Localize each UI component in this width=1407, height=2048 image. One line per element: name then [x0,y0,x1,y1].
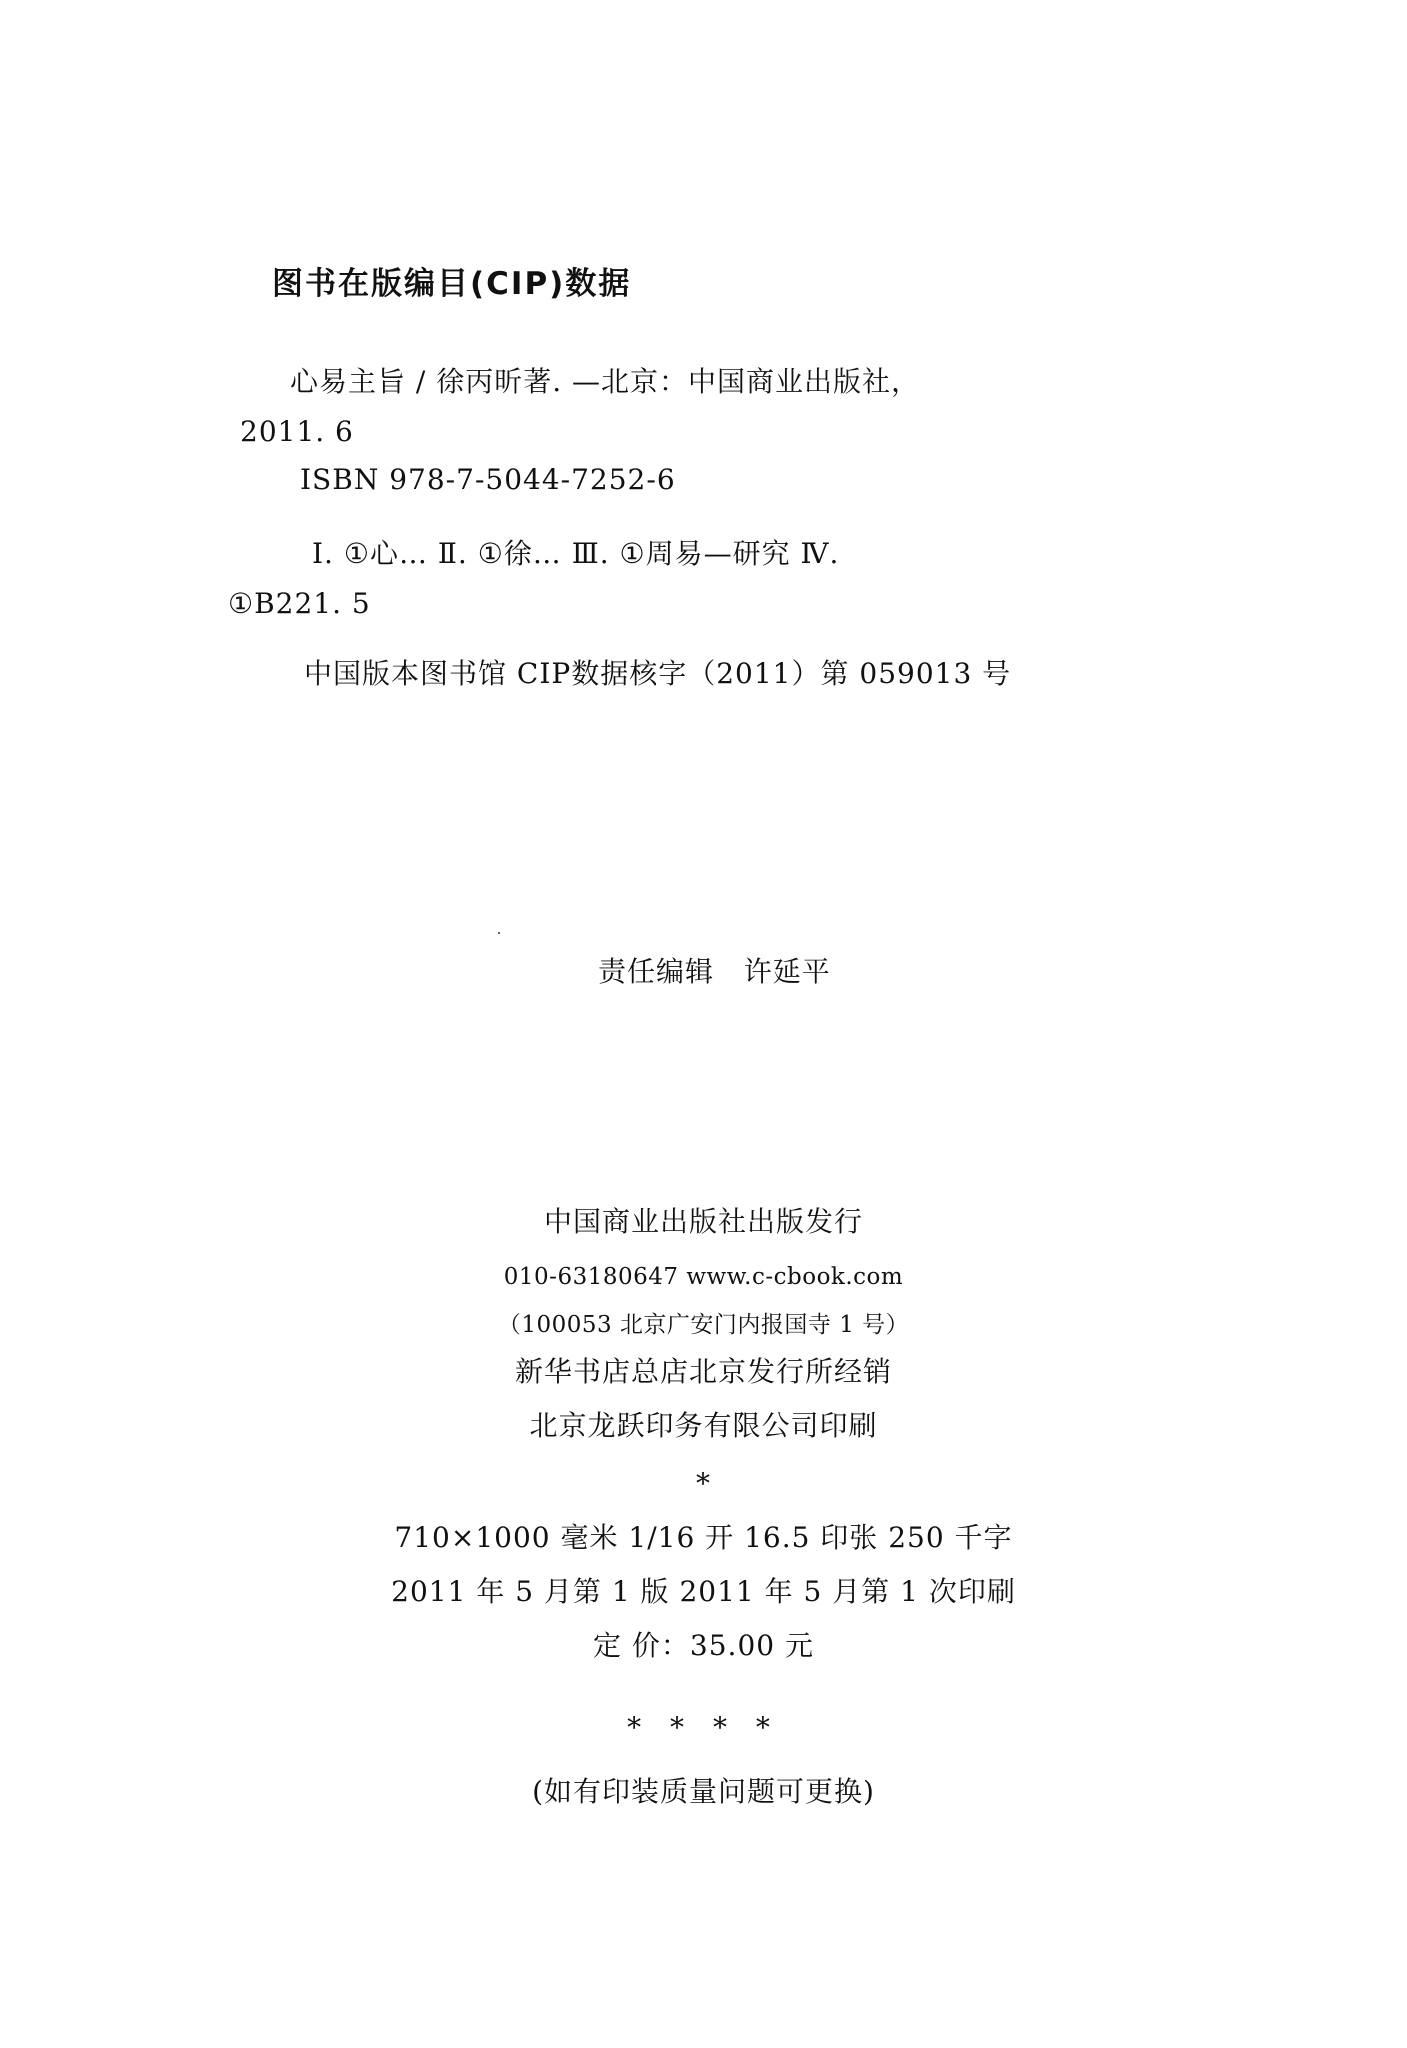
cip-entry-line-2: 2011. 6 [240,415,354,448]
responsible-editor [598,954,831,990]
cip-heading: 图书在版编目(CIP)数据 [272,266,632,302]
contact-line: 010-63180647 www.c-cbook.com [503,1264,904,1290]
cip-subjects-line-1: Ⅰ. ①心… Ⅱ. ①徐… Ⅲ. ①周易—研究 Ⅳ. [312,537,840,570]
distributor-line: 新华书店总店北京发行所经销 [514,1355,892,1388]
printer-line: 北京龙跃印务有限公司印刷 [529,1409,878,1442]
stars-separator: * * * * [627,1711,780,1744]
cip-entry-line-1: 心易主旨 / 徐丙昕著. —北京：中国商业出版社， [290,365,921,398]
scan-speck [498,932,500,934]
separator-asterisk: * [696,1467,711,1500]
cip-number: 中国版本图书馆 CIP数据核字（2011）第 059013 号 [304,657,1012,690]
address-line: （100053 北京广安门内报国寺 1 号） [497,1312,910,1338]
editor-label: 责任编辑 [598,955,715,988]
isbn: ISBN 978-7-5044-7252-6 [300,463,676,496]
format-line: 710×1000 毫米 1/16 开 16.5 印张 250 千字 [394,1521,1013,1554]
edition-line: 2011 年 5 月第 1 版 2011 年 5 月第 1 次印刷 [391,1575,1016,1608]
price-line: 定 价：35.00 元 [593,1629,814,1662]
cip-subjects-line-2: ①B221. 5 [228,587,371,620]
editor-name: 许延平 [743,955,831,988]
publisher-line: 中国商业出版社出版发行 [543,1205,863,1238]
replacement-notice: (如有印装质量问题可更换) [532,1775,875,1808]
